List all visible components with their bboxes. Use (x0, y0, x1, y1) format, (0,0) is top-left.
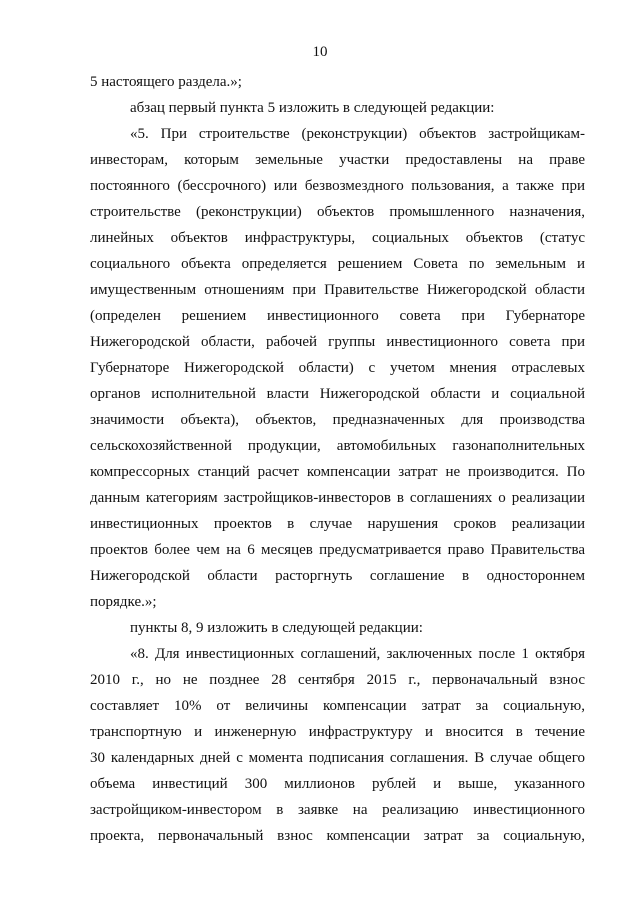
text-line: данным категориям застройщиков-инвесторов в соглашениях о реализации (90, 490, 585, 506)
text-line: «8. Для инвестиционных соглашений, заключенных после 1 октября (130, 646, 585, 662)
text-line: линейных объектов инфраструктуры, социальных объектов (статус (90, 230, 585, 246)
text-line: строительстве (реконструкции) объектов промышленного назначения, (90, 204, 585, 220)
text-line: значимости объекта), объектов, предназначенных для производства (90, 412, 585, 428)
text-line: социального объекта определяется решением Совета по земельным и (90, 256, 585, 272)
text-line: порядке.»; (90, 594, 157, 610)
text-line: Нижегородской области расторгнуть соглашение в одностороннем (90, 568, 585, 584)
text-line: объема инвестиций 300 миллионов рублей и выше, указанного (90, 776, 585, 792)
text-line: пункты 8, 9 изложить в следующей редакции: (130, 620, 423, 636)
text-line: инвесторам, которым земельные участки предоставлены на праве (90, 152, 585, 168)
text-line: Губернаторе Нижегородской области) с учетом мнения отраслевых (90, 360, 585, 376)
page-number: 10 (312, 44, 328, 60)
text-line: имущественным отношениям при Правительстве Нижегородской области (90, 282, 585, 298)
text-line: проекта, первоначальный взнос компенсации затрат за социальную, (90, 828, 585, 844)
text-line: 2010 г., но не позднее 28 сентября 2015 г., первоначальный взнос (90, 672, 585, 688)
text-line: постоянного (бессрочного) или безвозмездного пользования, а также при (90, 178, 585, 194)
text-line: «5. При строительстве (реконструкции) объектов застройщикам- (130, 126, 585, 142)
text-line: (определен решением инвестиционного совета при Губернаторе (90, 308, 585, 324)
text-line: инвестиционных проектов в случае нарушения сроков реализации (90, 516, 585, 532)
text-line: застройщиком-инвестором в заявке на реализацию инвестиционного (90, 802, 585, 818)
text-line: транспортную и инженерную инфраструктуру и вносится в течение (90, 724, 585, 740)
text-line: компрессорных станций расчет компенсации затрат не производится. По (90, 464, 585, 480)
text-line: сельскохозяйственной продукции, автомобильных газонаполнительных (90, 438, 585, 454)
text-line: абзац первый пункта 5 изложить в следующей редакции: (130, 100, 495, 116)
text-line: составляет 10% от величины компенсации затрат за социальную, (90, 698, 585, 714)
text-line: 5 настоящего раздела.»; (90, 74, 242, 90)
text-line: органов исполнительной власти Нижегородской области и социальной (90, 386, 585, 402)
text-line: проектов более чем на 6 месяцев предусматривается право Правительства (90, 542, 585, 558)
text-line: 30 календарных дней с момента подписания соглашения. В случае общего (90, 750, 585, 766)
text-line: Нижегородской области, рабочей группы инвестиционного совета при (90, 334, 585, 350)
